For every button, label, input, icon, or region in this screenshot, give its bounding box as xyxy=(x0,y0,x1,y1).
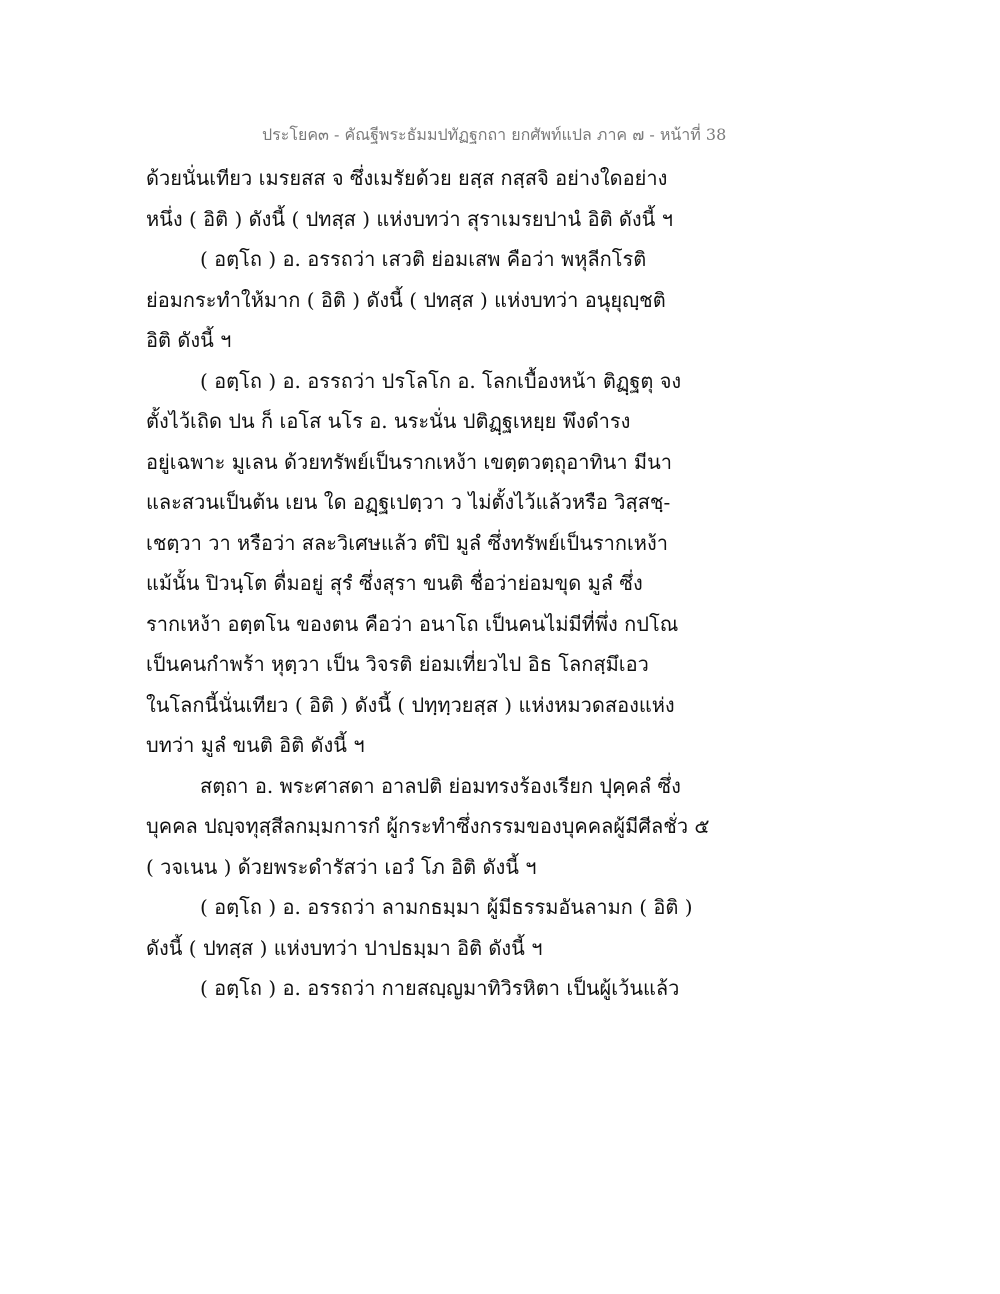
text-line: สตฺถา อ. พระศาสดา อาลปติ ย่อมทรงร้องเรียก ปุคฺคลํ ซึ่ง xyxy=(200,773,681,798)
running-header: ประโยค๓ - คัณฐีพระธัมมปทัฏฐกถา ยกศัพท์แปล ภาค ๗ - หน้าที่ 38 xyxy=(262,125,727,144)
text-line: ( วจเนน ) ด้วยพระดำรัสว่า เอวํ โภ อิติ ดังนี้ ฯ xyxy=(146,854,537,879)
text-line: หนึ่ง ( อิติ ) ดังนี้ ( ปทสฺส ) แห่งบทว่า สุราเมรยปานํ อิติ ดังนี้ ฯ xyxy=(146,206,673,231)
text-line: รากเหง้า อตฺตโน ของตน คือว่า อนาโถ เป็นคนไม่มีที่พึ่ง กปโณ xyxy=(146,611,679,636)
text-line: อยู่เฉพาะ มูเลน ด้วยทรัพย์เป็นรากเหง้า เขตฺตวตฺถุอาทินา มีนา xyxy=(146,449,673,474)
text-line: บุคคล ปญฺจทุสฺสีลกมฺมการกํ ผู้กระทำซึ่งกรรมของบุคคลผู้มีศีลชั่ว ๕ xyxy=(146,814,710,838)
text-line: แม้นั้น ปิวนฺโต ดื่มอยู่ สุรํ ซึ่งสุรา ขนติ ชื่อว่าย่อมขุด มูลํ ซึ่ง xyxy=(146,571,643,595)
text-line: ย่อมกระทำให้มาก ( อิติ ) ดังนี้ ( ปทสฺส ) แห่งบทว่า อนุยุญฺชติ xyxy=(146,287,666,312)
text-line: ( อตฺโถ ) อ. อรรถว่า กายสญฺญมาทิวิรหิตา เป็นผู้เว้นแล้ว xyxy=(200,976,680,1000)
text-line: ด้วยนั่นเทียว เมรยสส จ ซึ่งเมรัยด้วย ยสฺส กสฺสจิ อย่างใดอย่าง xyxy=(146,166,668,190)
text-line: ( อตฺโถ ) อ. อรรถว่า ลามกธมฺมา ผู้มีธรรมอันลามก ( อิติ ) xyxy=(200,895,693,919)
text-line: ( อตฺโถ ) อ. อรรถว่า เสวติ ย่อมเสพ คือว่า พหุลีกโรติ xyxy=(200,247,647,271)
body-text xyxy=(146,158,746,1009)
text-line: เป็นคนกำพร้า หุตฺวา เป็น วิจรติ ย่อมเที่ยวไป อิธ โลกสฺมึเอว xyxy=(146,652,649,676)
text-line: อิติ ดังนี้ ฯ xyxy=(146,328,232,352)
text-line: ดังนี้ ( ปทสฺส ) แห่งบทว่า ปาปธมฺมา อิติ ดังนี้ ฯ xyxy=(146,935,543,960)
text-line: และสวนเป็นต้น เยน ใด อฏฺฐเปตฺวา ว ไม่ตั้งไว้แล้วหรือ วิสฺสชฺ- xyxy=(146,490,671,514)
text-line: ตั้งไว้เถิด ปน ก็ เอโส นโร อ. นระนั่น ปติฏฺฐเหยฺย พึงดำรง xyxy=(146,409,631,433)
text-line: ( อตฺโถ ) อ. อรรถว่า ปรโลโก อ. โลกเบื้องหน้า ติฏฺฐตุ จง xyxy=(200,368,682,393)
text-line: ในโลกนี้นั่นเทียว ( อิติ ) ดังนี้ ( ปทฺทฺวยสฺส ) แห่งหมวดสองแห่ง xyxy=(146,692,675,717)
text-line: บทว่า มูลํ ขนติ อิติ ดังนี้ ฯ xyxy=(146,733,365,757)
text-line: เชตฺวา วา หรือว่า สละวิเศษแล้ว ตํปิ มูลํ ซึ่งทรัพย์เป็นรากเหง้า xyxy=(146,530,668,555)
